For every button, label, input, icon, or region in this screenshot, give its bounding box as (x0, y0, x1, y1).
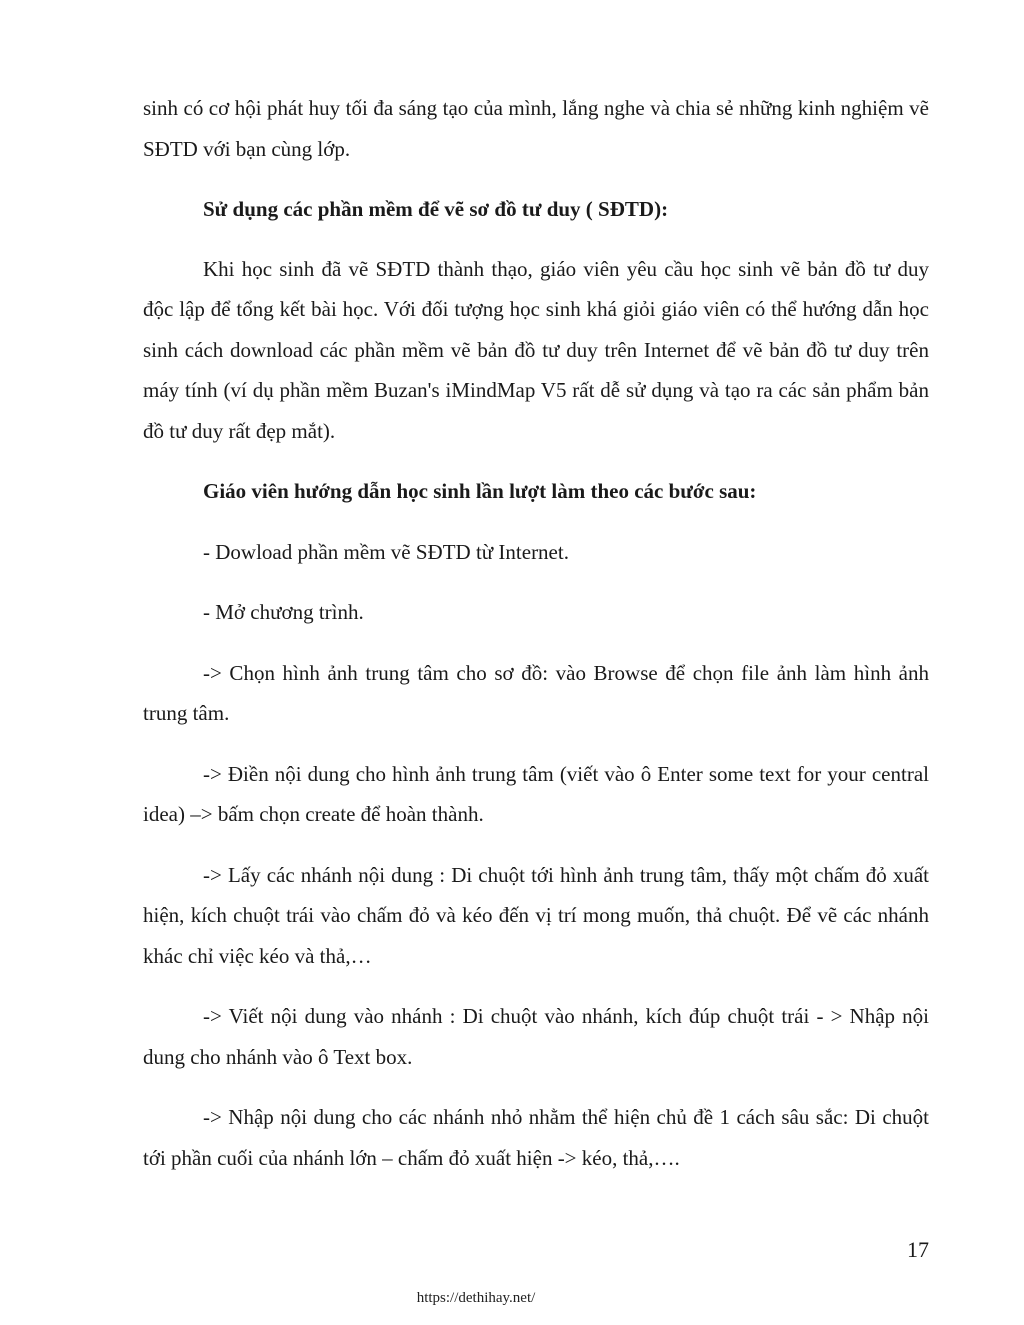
step-download: - Dowload phần mềm vẽ SĐTD từ Internet. (203, 539, 569, 564)
step-add-branches: -> Lấy các nhánh nội dung : Di chuột tới hình ảnh trung tâm, thấy một chấm đỏ xuất hiện, kích chuột trái vào chấm đỏ và kéo đến vị trí mong muốn, thả chuột. Để vẽ các nhánh khác chỉ việc kéo và thả,… (143, 862, 929, 968)
document-body (143, 88, 929, 1178)
step-write-branch-content: -> Viết nội dung vào nhánh : Di chuột vào nhánh, kích đúp chuột trái - > Nhập nội dung cho nhánh vào ô Text box. (143, 1004, 929, 1069)
step-central-idea-text: -> Điền nội dung cho hình ảnh trung tâm (viết vào ô Enter some text for your central idea) –> bấm chọn create để hoàn thành. (143, 761, 929, 826)
step-choose-central-image: -> Chọn hình ảnh trung tâm cho sơ đồ: vào Browse để chọn file ảnh làm hình ảnh trung tâm. (143, 660, 929, 725)
page-number: 17 (907, 1237, 929, 1262)
footer-url: https://dethihay.net/ (416, 1290, 536, 1306)
heading-software-mindmap: Sử dụng các phần mềm để vẽ sơ đồ tư duy ( SĐTD): (203, 197, 669, 221)
heading-teacher-steps: Giáo viên hướng dẫn học sinh lần lượt làm theo các bước sau: (203, 479, 757, 503)
step-sub-branches: -> Nhập nội dung cho các nhánh nhỏ nhằm thể hiện chủ đề 1 cách sâu sắc: Di chuột tới phần cuối của nhánh lớn – chấm đỏ xuất hiện -> kéo, thả,…. (143, 1105, 929, 1170)
paragraph-intro-continuation: sinh có cơ hội phát huy tối đa sáng tạo của mình, lắng nghe và chia sẻ những kinh nghiệm vẽ SĐTD với bạn cùng lớp. (143, 96, 929, 161)
step-open-program: - Mở chương trình. (203, 600, 364, 624)
paragraph-software-description: Khi học sinh đã vẽ SĐTD thành thạo, giáo viên yêu cầu học sinh vẽ bản đồ tư duy độc lập để tổng kết bài học. Với đối tượng học sinh khá giỏi giáo viên có thể hướng dẫn học sinh cách download các phần mềm vẽ bản đồ tư duy trên Internet để vẽ bản đồ tư duy trên máy tính (ví dụ phần mềm Buzan's iMindMap V5 rất dễ sử dụng và tạo ra các sản phẩm bản đồ tư duy rất đẹp mắt). (143, 256, 929, 443)
